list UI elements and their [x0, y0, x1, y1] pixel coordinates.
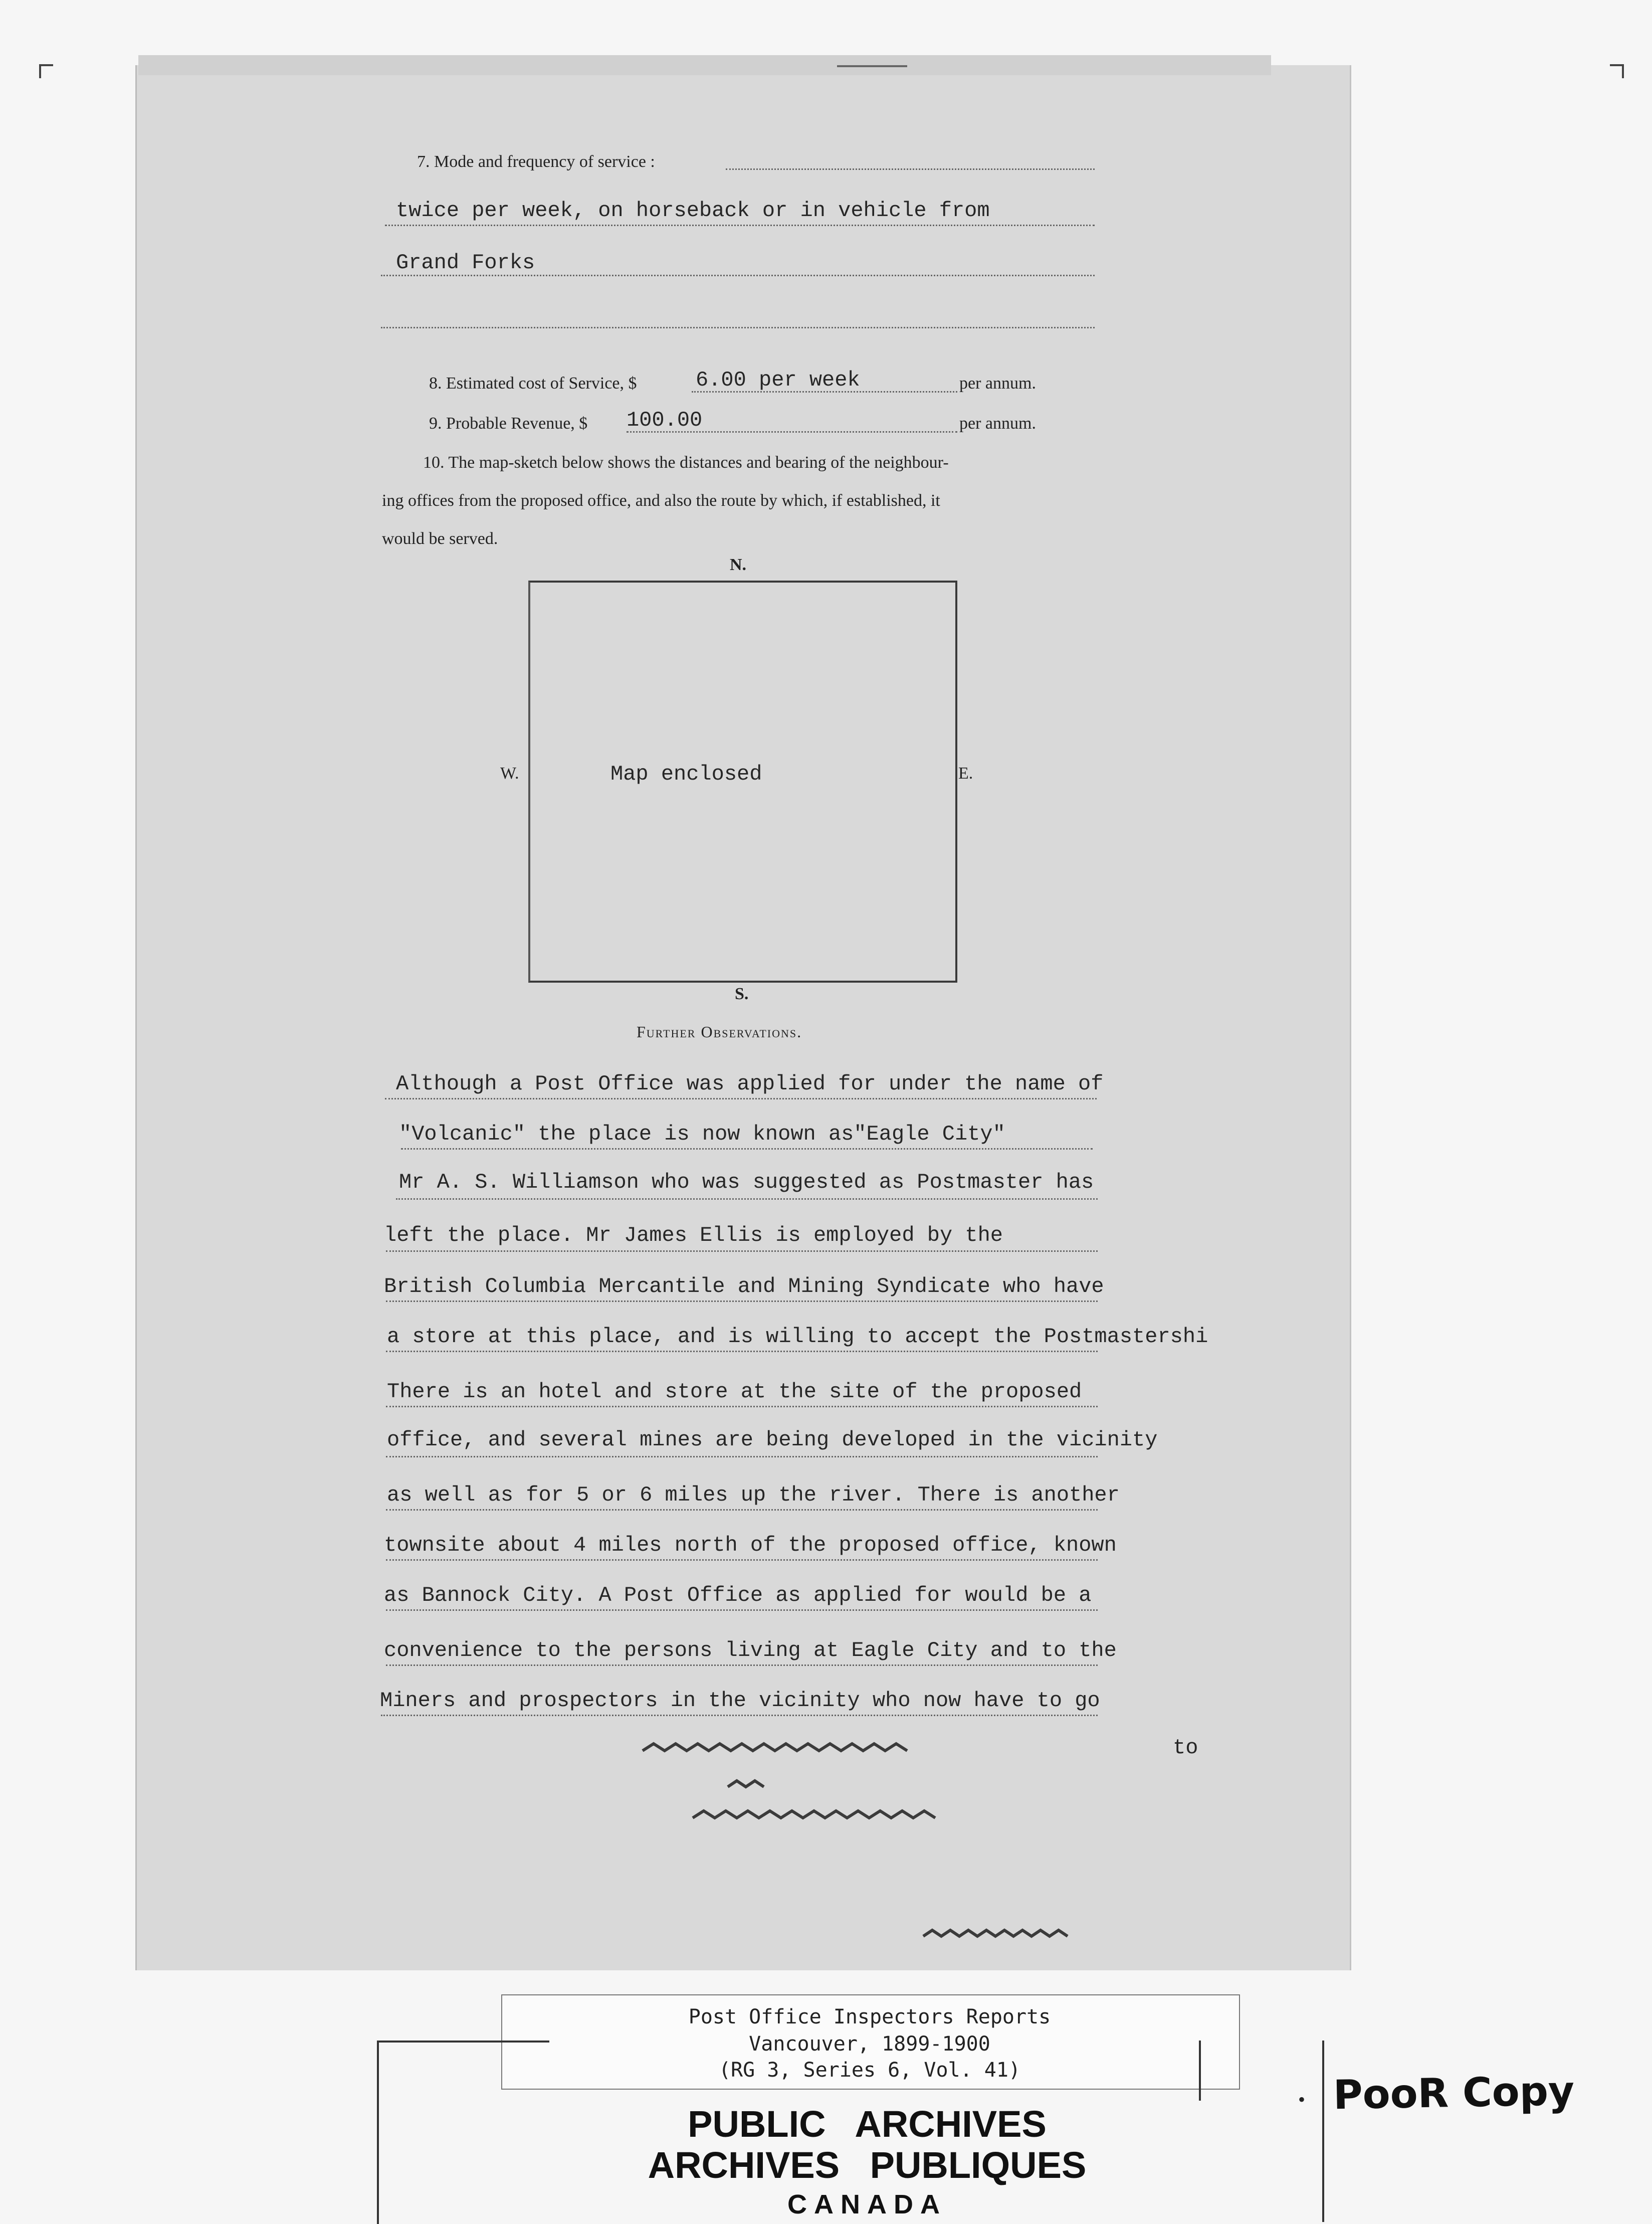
observation-line: a store at this place, and is willing to accept the Postmastershi — [387, 1325, 1208, 1349]
observation-line: Although a Post Office was applied for under the name of — [396, 1072, 1104, 1096]
item10-line3: would be served. — [382, 529, 498, 548]
item9-value: 100.00 — [627, 408, 703, 432]
dot-mark: • — [1298, 2088, 1306, 2111]
item9-label: 9. Probable Revenue, $ — [429, 414, 588, 433]
sheet-fold — [138, 55, 1271, 75]
item9-suffix: per annum. — [959, 414, 1036, 433]
observation-line: as well as for 5 or 6 miles up the river. There is another — [387, 1483, 1120, 1507]
item7-label: 7. Mode and frequency of service : — [417, 152, 655, 171]
observations-heading: Further Observations. — [637, 1023, 802, 1041]
observation-line: office, and several mines are being developed in the vicinity — [387, 1428, 1158, 1452]
map-east: E. — [958, 764, 973, 783]
map-north: N. — [730, 555, 747, 574]
item7-line2: Grand Forks — [396, 251, 535, 275]
observation-line: as Bannock City. A Post Office as applied for would be a — [384, 1583, 1092, 1607]
observation-line: to — [1173, 1736, 1198, 1760]
observation-underline — [385, 1098, 1097, 1099]
observation-underline — [386, 1509, 1098, 1511]
stamp-frame-right — [1199, 2041, 1201, 2101]
observation-underline — [386, 1559, 1098, 1561]
observation-line: townsite about 4 miles north of the proposed office, known — [384, 1533, 1117, 1557]
item8-dotline — [692, 391, 957, 393]
observation-line: left the place. Mr James Ellis is employed by the — [384, 1223, 1003, 1247]
item8-suffix: per annum. — [959, 374, 1036, 393]
label-collection: Post Office Inspectors Reports — [688, 2005, 1051, 2028]
observation-line: Mr A. S. Williamson who was suggested as Postmaster has — [399, 1170, 1094, 1194]
observation-underline — [396, 1198, 1098, 1200]
observation-underline — [381, 1715, 1098, 1716]
item10-line1: 10. The map-sketch below shows the distances and bearing of the neighbour- — [423, 453, 949, 472]
map-south: S. — [735, 985, 749, 1003]
crop-mark-left — [39, 64, 53, 78]
archives-stamp-line2: ARCHIVES PUBLIQUES — [648, 2144, 1087, 2186]
item7-line1: twice per week, on horseback or in vehicle from — [396, 199, 990, 223]
item7-dotline-3 — [381, 327, 1095, 328]
document-sheet — [135, 65, 1351, 1970]
item8-label: 8. Estimated cost of Service, $ — [429, 374, 637, 393]
item7-dotline-1 — [385, 225, 1095, 226]
archives-stamp-line3: CANADA — [787, 2189, 947, 2219]
observation-underline — [401, 1148, 1093, 1150]
stamp-divider — [1322, 2041, 1324, 2222]
handwritten-note: PooR Copy — [1333, 2067, 1575, 2119]
item10-line2: ing offices from the proposed office, and also the route by which, if established, it — [382, 491, 940, 510]
observation-line: British Columbia Mercantile and Mining Syndicate who have — [384, 1274, 1104, 1299]
observation-underline — [386, 1351, 1098, 1352]
item8-value: 6.00 per week — [696, 368, 860, 392]
observation-underline — [386, 1406, 1098, 1407]
map-west: W. — [500, 764, 519, 783]
crop-mark-right — [1610, 64, 1624, 78]
top-mark — [837, 65, 907, 67]
observation-underline — [386, 1250, 1098, 1252]
observation-underline — [386, 1609, 1098, 1611]
map-note: Map enclosed — [610, 762, 762, 786]
observation-line: Miners and prospectors in the vicinity who now have to go — [380, 1689, 1100, 1713]
item7-dotline-2 — [381, 275, 1095, 276]
observation-line: convenience to the persons living at Eagle City and to the — [384, 1638, 1117, 1662]
label-location: Vancouver, 1899-1900 — [749, 2032, 990, 2056]
observation-line: There is an hotel and store at the site of the proposed — [387, 1380, 1082, 1404]
archives-stamp-line1: PUBLIC ARCHIVES — [688, 2103, 1047, 2145]
observation-underline — [386, 1456, 1098, 1457]
item7-dotline — [726, 168, 1095, 170]
observation-line: "Volcanic" the place is now known as"Eagle City" — [399, 1122, 1005, 1146]
item9-dotline — [627, 431, 957, 433]
observation-underline — [386, 1664, 1098, 1666]
label-reference: (RG 3, Series 6, Vol. 41) — [718, 2059, 1021, 2082]
observation-underline — [386, 1301, 1098, 1302]
